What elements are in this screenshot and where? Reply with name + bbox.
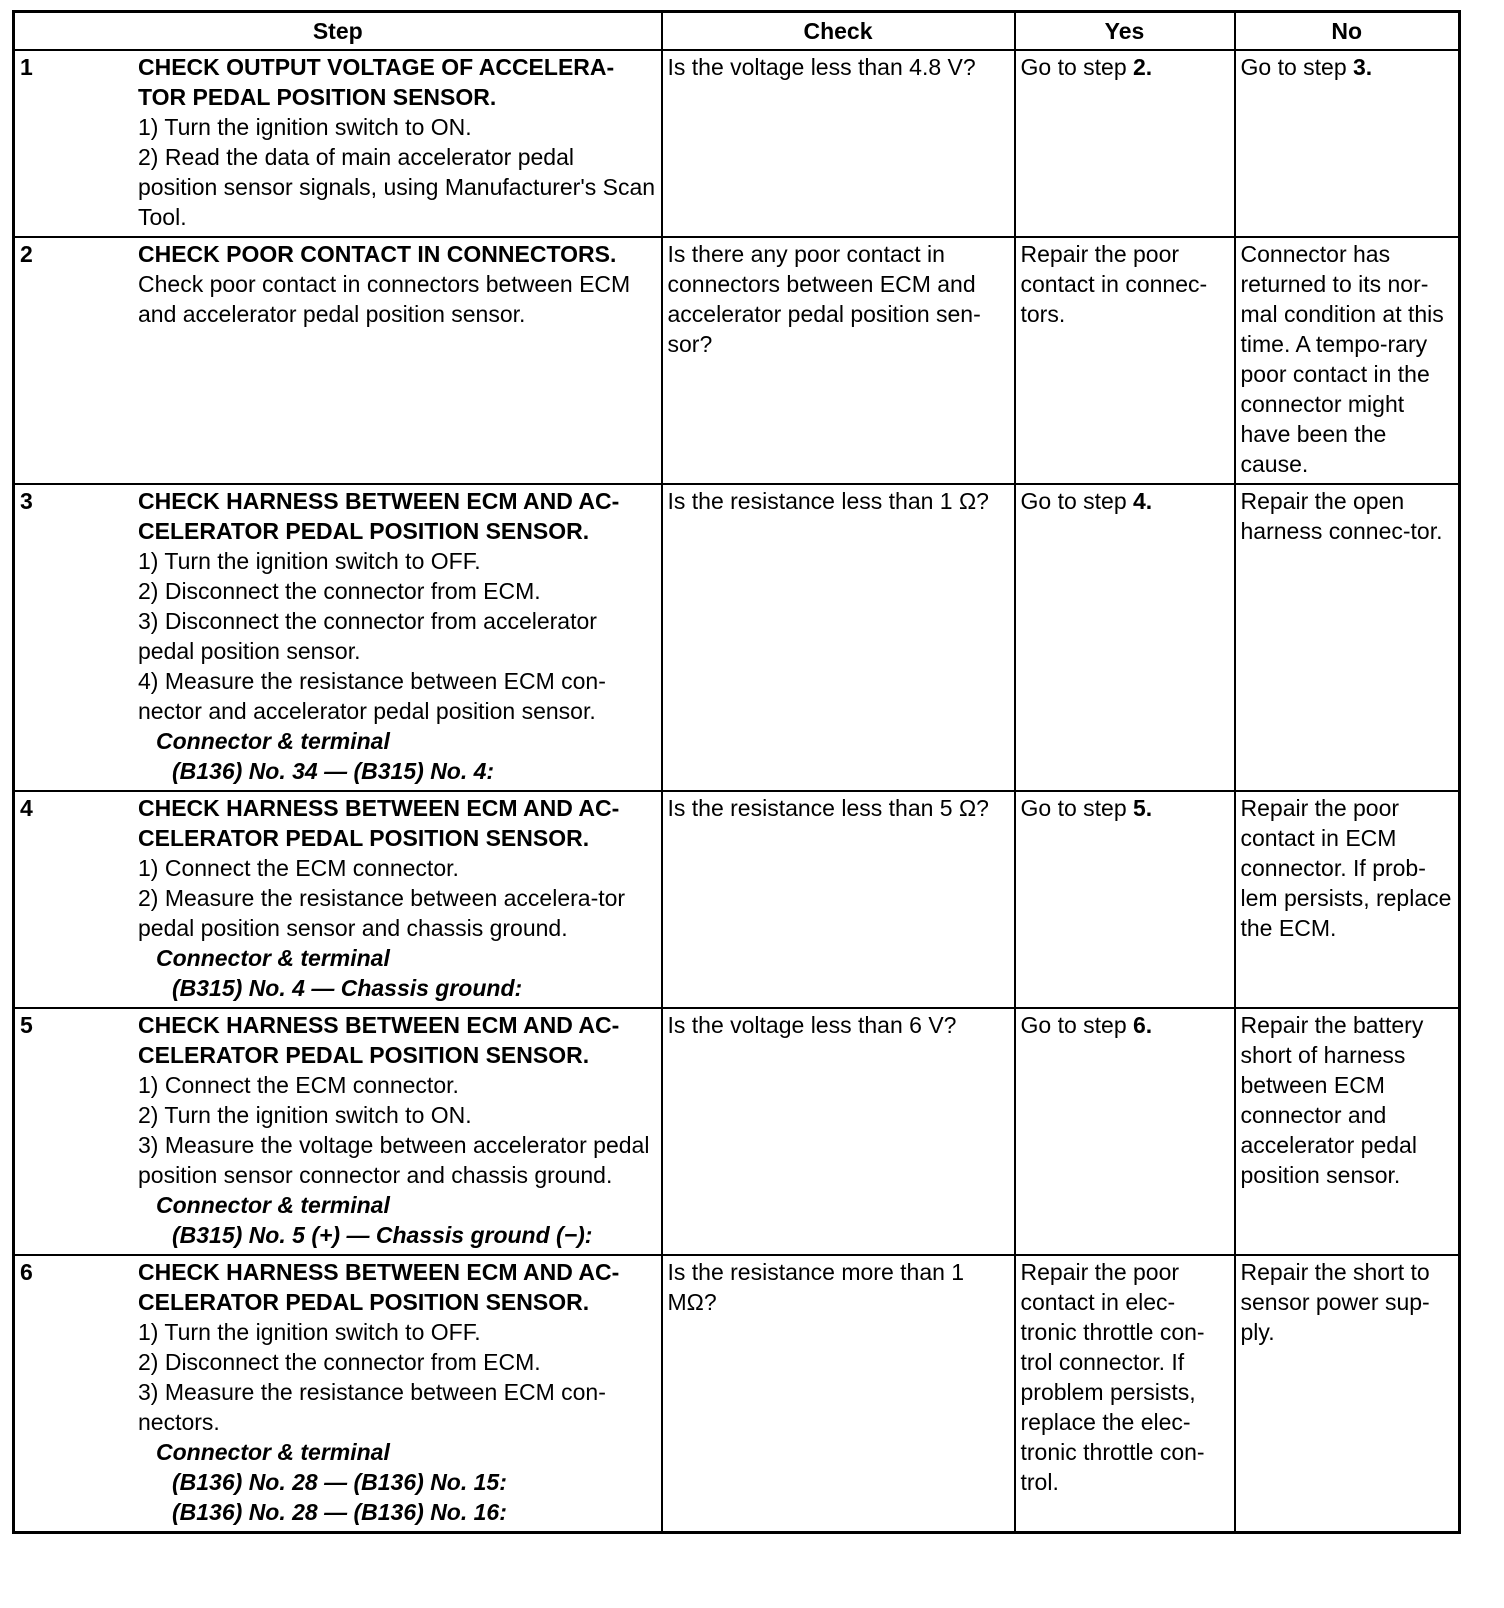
step-instruction: 3) Disconnect the connector from accelerator pedal position sensor. — [138, 608, 597, 664]
table-row — [14, 50, 1460, 237]
yes-cell — [1015, 791, 1235, 1008]
check-cell: Is the resistance less than 1 Ω? — [662, 484, 1015, 791]
step-number: 4 — [20, 795, 33, 821]
no-cell — [1235, 484, 1460, 791]
step-instruction: 2) Disconnect the connector from ECM. — [138, 578, 541, 604]
step-cell — [14, 237, 662, 484]
connector-terminal-spec: (B136) No. 34 — (B315) No. 4: — [172, 758, 495, 784]
step-instruction: 3) Measure the voltage between accelerator pedal position sensor connector and chassis ground. — [138, 1132, 650, 1188]
check-cell: Is the voltage less than 4.8 V? — [662, 50, 1015, 237]
step-cell — [14, 1008, 662, 1255]
step-content — [20, 52, 656, 232]
step-number: 6 — [20, 1259, 33, 1285]
step-content — [20, 486, 656, 786]
connector-terminal-spec: (B136) No. 28 — (B136) No. 16: — [172, 1499, 507, 1525]
step-instruction: 1) Turn the ignition switch to OFF. — [138, 1319, 481, 1345]
connector-terminal-spec: (B315) No. 4 — Chassis ground: — [172, 975, 523, 1001]
no-cell — [1235, 1008, 1460, 1255]
yes-action: Go to step — [1020, 795, 1134, 821]
step-instruction: 2) Read the data of main accelerator pedal position sensor signals, using Manufacturer's Scan Tool. — [138, 144, 656, 230]
no-action: Repair the poor contact in ECM connector. If prob-lem persists, replace the ECM. — [1240, 795, 1452, 941]
step-instruction: Check poor contact in connectors between ECM and accelerator pedal position sensor. — [138, 271, 631, 327]
no-action: Connector has returned to its nor-mal condition at this time. A tempo-rary poor contact in the connector might have been the cause. — [1240, 241, 1444, 477]
step-title: CHECK HARNESS BETWEEN ECM AND AC-CELERATOR PEDAL POSITION SENSOR. — [138, 488, 620, 544]
check-cell: Is there any poor contact in connectors between ECM and accelerator pedal position sen-sor? — [662, 237, 1015, 484]
yes-step-link: 2. — [1133, 54, 1153, 80]
step-instruction: 2) Disconnect the connector from ECM. — [138, 1349, 541, 1375]
no-action: Repair the short to sensor power sup-ply. — [1240, 1259, 1430, 1345]
step-content — [20, 793, 656, 1003]
no-cell — [1235, 50, 1460, 237]
yes-step-link: 4. — [1133, 488, 1153, 514]
step-cell — [14, 791, 662, 1008]
step-content — [20, 239, 656, 329]
header-no: No — [1235, 12, 1460, 51]
step-title: CHECK HARNESS BETWEEN ECM AND AC-CELERATOR PEDAL POSITION SENSOR. — [138, 1012, 620, 1068]
header-check: Check — [662, 12, 1015, 51]
yes-step-link: 6. — [1133, 1012, 1153, 1038]
no-cell — [1235, 791, 1460, 1008]
step-number: 1 — [20, 54, 33, 80]
step-number: 2 — [20, 241, 33, 267]
yes-cell — [1015, 1008, 1235, 1255]
no-cell — [1235, 1255, 1460, 1533]
yes-step-link: 5. — [1133, 795, 1153, 821]
step-title: CHECK OUTPUT VOLTAGE OF ACCELERA-TOR PEDAL POSITION SENSOR. — [138, 54, 615, 110]
yes-action: Go to step — [1020, 54, 1134, 80]
check-cell: Is the voltage less than 6 V? — [662, 1008, 1015, 1255]
yes-action: Go to step — [1020, 1012, 1134, 1038]
table-row — [14, 237, 1460, 484]
yes-cell — [1015, 484, 1235, 791]
table-row — [14, 1255, 1460, 1533]
yes-action: Repair the poor contact in connec-tors. — [1020, 241, 1208, 327]
step-instruction: 3) Measure the resistance between ECM con-nectors. — [138, 1379, 606, 1435]
step-cell — [14, 50, 662, 237]
step-title: CHECK HARNESS BETWEEN ECM AND AC-CELERATOR PEDAL POSITION SENSOR. — [138, 1259, 620, 1315]
step-cell — [14, 484, 662, 791]
connector-terminal-spec: (B136) No. 28 — (B136) No. 15: — [172, 1469, 507, 1495]
connector-terminal-spec: (B315) No. 5 (+) — Chassis ground (−): — [172, 1222, 593, 1248]
yes-cell — [1015, 1255, 1235, 1533]
connector-terminal-label: Connector & terminal — [156, 1439, 390, 1465]
step-number: 5 — [20, 1012, 33, 1038]
no-step-link: 3. — [1353, 54, 1373, 80]
no-action: Repair the open harness connec-tor. — [1240, 488, 1443, 544]
step-body — [138, 793, 656, 1003]
step-instruction: 1) Turn the ignition switch to ON. — [138, 114, 472, 140]
diagnostic-procedure-table — [12, 10, 1461, 1534]
step-instruction: 2) Turn the ignition switch to ON. — [138, 1102, 472, 1128]
no-action: Repair the battery short of harness between ECM connector and accelerator pedal position sensor. — [1240, 1012, 1424, 1188]
no-action: Go to step — [1240, 54, 1354, 80]
table-row — [14, 484, 1460, 791]
step-number: 3 — [20, 488, 33, 514]
yes-action: Go to step — [1020, 488, 1134, 514]
step-instruction: 2) Measure the resistance between accelera-tor pedal position sensor and chassis ground. — [138, 885, 626, 941]
check-cell: Is the resistance less than 5 Ω? — [662, 791, 1015, 1008]
step-instruction: 1) Turn the ignition switch to OFF. — [138, 548, 481, 574]
connector-terminal-label: Connector & terminal — [156, 1192, 390, 1218]
step-body — [138, 239, 656, 329]
step-instruction: 1) Connect the ECM connector. — [138, 1072, 459, 1098]
step-content — [20, 1257, 656, 1527]
step-body — [138, 486, 656, 786]
step-title: CHECK POOR CONTACT IN CONNECTORS. — [138, 241, 617, 267]
header-yes: Yes — [1015, 12, 1235, 51]
step-body — [138, 1257, 656, 1527]
step-cell — [14, 1255, 662, 1533]
yes-cell — [1015, 237, 1235, 484]
connector-terminal-label: Connector & terminal — [156, 728, 390, 754]
table-row — [14, 791, 1460, 1008]
header-step: Step — [14, 12, 662, 51]
table-header-row — [14, 12, 1460, 51]
yes-cell — [1015, 50, 1235, 237]
step-instruction: 1) Connect the ECM connector. — [138, 855, 459, 881]
step-content — [20, 1010, 656, 1250]
connector-terminal-label: Connector & terminal — [156, 945, 390, 971]
yes-action: Repair the poor contact in elec-tronic throttle con-trol connector. If problem persists, replace the elec-tronic throttle con-trol. — [1020, 1259, 1205, 1495]
step-instruction: 4) Measure the resistance between ECM con-nector and accelerator pedal position sensor. — [138, 668, 606, 724]
step-body — [138, 1010, 656, 1250]
step-body — [138, 52, 656, 232]
table-body — [14, 50, 1460, 1533]
table-row — [14, 1008, 1460, 1255]
no-cell — [1235, 237, 1460, 484]
step-title: CHECK HARNESS BETWEEN ECM AND AC-CELERATOR PEDAL POSITION SENSOR. — [138, 795, 620, 851]
check-cell: Is the resistance more than 1 MΩ? — [662, 1255, 1015, 1533]
